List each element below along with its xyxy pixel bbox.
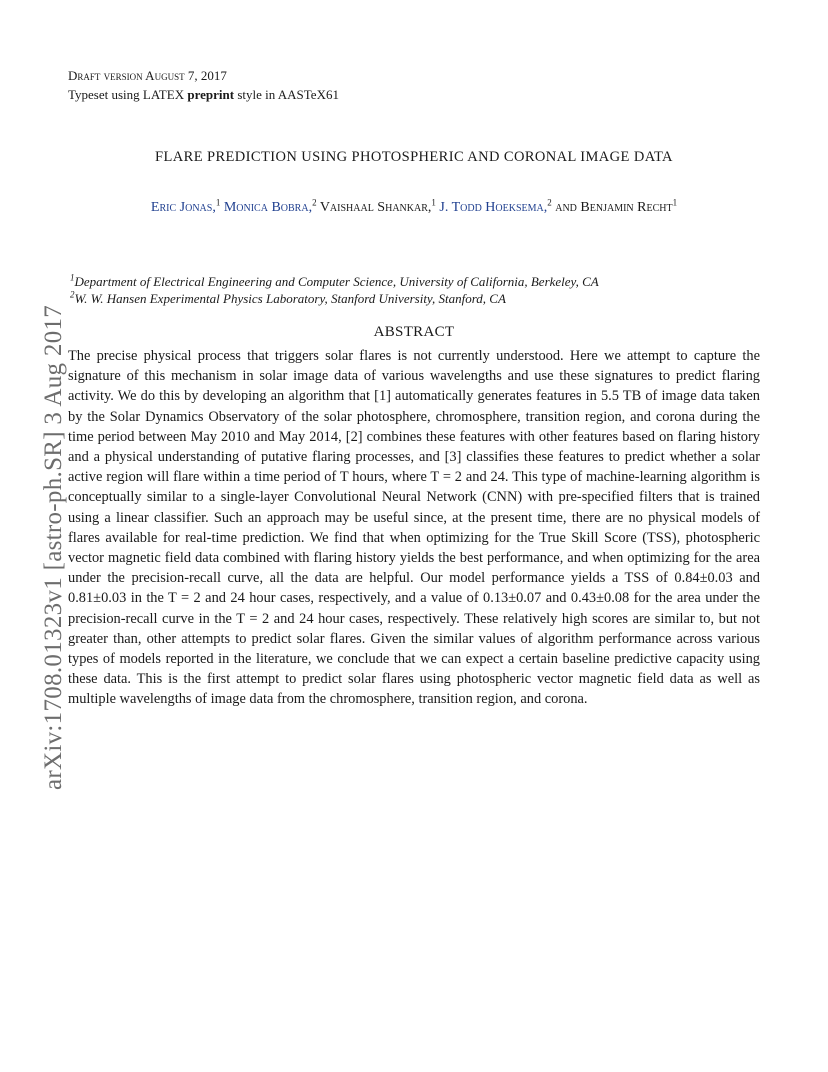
author-affil-mark: 2	[312, 197, 317, 208]
author-affil-mark: 1	[431, 197, 436, 208]
draft-version: Draft version August 7, 2017	[68, 68, 227, 83]
arxiv-sidebar	[18, 266, 67, 790]
abstract-heading: ABSTRACT	[373, 324, 455, 340]
typeset-line	[68, 86, 339, 103]
paper-title: FLARE PREDICTION USING PHOTOSPHERIC AND CORONAL IMAGE DATA	[155, 149, 673, 165]
abstract-body: The precise physical process that triggers solar flares is not currently understood. Here we attempt to capture the signature of this mechanism in solar image data of various wavelengths and use these signatures to predict flaring activity. We do this by developing an algorithm that [1] automatically generates features in 5.5 TB of image data taken by the Solar Dynamics Observatory of the solar photosphere, chromosphere, transition region, and corona during the time period between May 2010 and May 2014, [2] combines these features with other features based on flaring history and a physical understanding of putative flaring processes, and [3] classifies these features to predict whether a solar active region will flare within a time period of T hours, where T = 2 and 24. This type of machine-learning algorithm is conceptually similar to a single-layer Convolutional Neural Network (CNN) with pre-specified filters that is trained using a linear classifier. Such an approach may be useful since, at the present time, there are no physical models of flares available for real-time prediction. We find that when optimizing for the True Skill Score (TSS), photospheric vector magnetic field data combined with flaring history yields the best performance, and when optimizing for the area under the precision-recall curve, all the data are helpful. Our model performance yields a TSS of 0.84±0.03 and 0.81±0.03 in the T = 2 and 24 hour cases, respectively, and a value of 0.13±0.07 and 0.43±0.08 for the area under the precision-recall curve in the T = 2 and 24 hour cases, respectively. These relatively high scores are similar to, but not greater than, other attempts to predict solar flares. Given the similar values of algorithm performance across various types of models reported in the literature, we conclude that we can expect a certain baseline predictive capacity using these data. This is the first attempt to predict solar flares using photospheric vector magnetic field data as well as multiple wavelengths of image data from the chromosphere, transition region, and corona.	[68, 348, 760, 708]
affiliation-mark: 1	[70, 272, 75, 283]
affiliation-text: W. W. Hansen Experimental Physics Laboratory, Stanford University, Stanford, CA	[74, 291, 506, 306]
typeset-style: preprint	[187, 87, 235, 102]
typeset-suffix: style in AASTeX61	[234, 87, 339, 102]
latex-logo: LATEX	[142, 87, 185, 102]
author-affil-mark: 2	[547, 197, 552, 208]
affiliation	[70, 274, 599, 290]
affiliation-text: Department of Electrical Engineering and Computer Science, University of California, Berkeley, CA	[74, 274, 599, 289]
author-affil-mark: 1	[215, 197, 221, 208]
affiliation-mark: 2	[70, 289, 75, 300]
author-affil-mark: 1	[672, 197, 678, 208]
arxiv-identifier: arXiv:1708.01323v1 [astro-ph.SR] 3 Aug 2017	[40, 304, 67, 790]
author-name: Vaishaal Shankar,	[319, 200, 432, 215]
author-link[interactable]: Eric Jonas,	[150, 200, 216, 215]
author-link[interactable]: Monica Bobra,	[223, 200, 313, 215]
author-list	[0, 197, 828, 216]
typeset-prefix: Typeset using	[68, 87, 143, 102]
author-conjunction: and	[555, 200, 577, 215]
affiliation	[70, 291, 506, 307]
author-name: Benjamin Recht	[580, 200, 673, 215]
author-link[interactable]: J. Todd Hoeksema,	[439, 200, 548, 215]
